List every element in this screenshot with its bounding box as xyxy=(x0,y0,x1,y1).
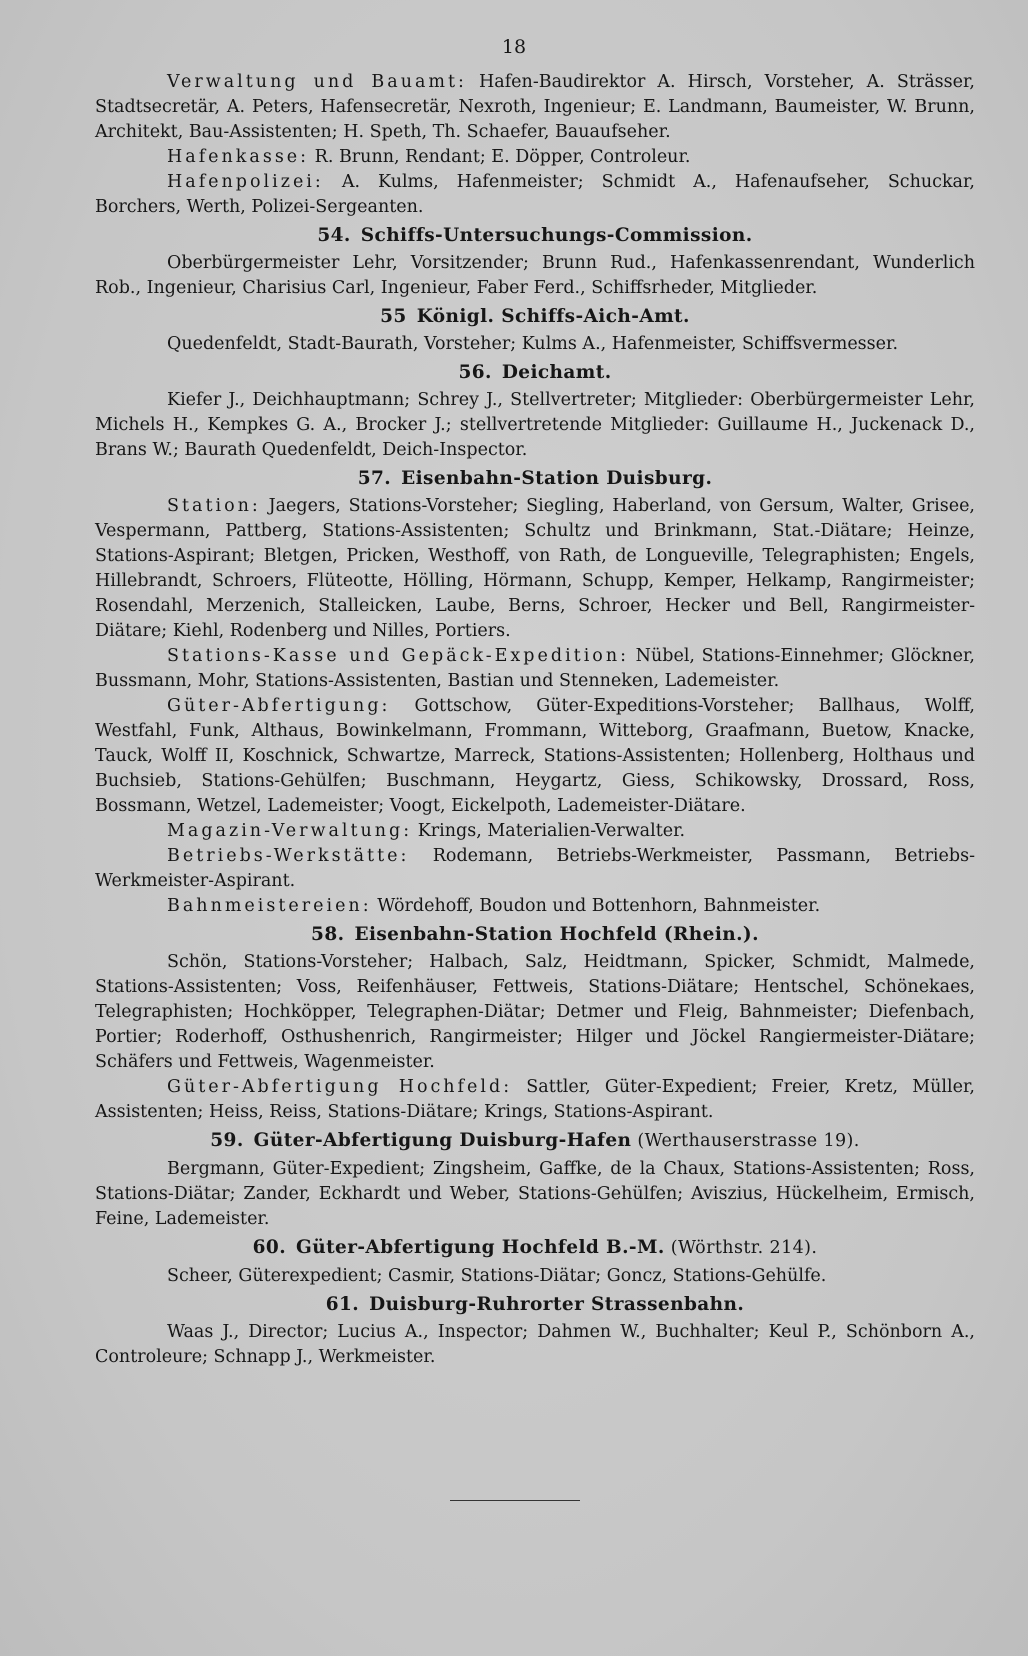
gueter-hochfeld-label: Güter-Abfertigung Hochfeld: xyxy=(167,1077,513,1097)
gueter-hochfeld-paragraph xyxy=(95,1075,975,1125)
page-number: 18 xyxy=(501,36,527,58)
stations-kasse-text: Nübel, Stations-Einnehmer; Glöckner, Bussmann, Mohr, Stations-Assistenten, Bastian und Stenneken, Lademeister. xyxy=(95,646,975,691)
section-59-text: Bergmann, Güter-Expedient; Zingsheim, Gaffke, de la Chaux, Stations-Assistenten; Ross, Stations-Diätar; Zander, Eckhardt und Weber, Stations-Gehülfen; Aviszius, Hückelheim, Ermisch, Feine, Lademeister. xyxy=(95,1159,975,1229)
section-57-heading xyxy=(95,466,975,491)
section-60-title: Güter-Abfertigung Hochfeld B.-M. xyxy=(296,1237,665,1258)
section-56-text: Kiefer J., Deichhauptmann; Schrey J., Stellvertreter; Mitglieder: Oberbürgermeister Lehr, Michels H., Kempkes G. A., Brocker J.; stellvertretende Mitglieder: Guillaume H., Juckenack D., Brans W.; Baurath Quedenfeldt, Deich-Inspector. xyxy=(95,390,975,460)
section-56-heading xyxy=(95,360,975,385)
hafenkasse-label: Hafenkasse: xyxy=(167,147,310,167)
section-59-subtitle: (Werthauserstrasse 19). xyxy=(637,1131,860,1151)
section-55-number: 55 xyxy=(380,306,407,327)
werkstaette-label: Betriebs-Werkstätte: xyxy=(167,846,410,866)
section-58-heading xyxy=(95,922,975,947)
gueter-abfertigung-text: Gottschow, Güter-Expeditions-Vorsteher; Ballhaus, Wolff, Westfahl, Funk, Althaus, Bowinkelmann, Frommann, Witteborg, Graafmann, Buetow, Knacke, Tauck, Wolff II, Koschnick, Schwartze, Marreck, Stations-Assistenten; Hollenberg, Holthaus und Buchsieb, Stations-Gehülfen; Buschmann, Heygartz, Giess, Schikowsky, Drossard, Ross, Bossmann, Wetzel, Lademeister; Voogt, Eickelpoth, Lademeister-Diätare. xyxy=(95,696,975,816)
stations-kasse-paragraph xyxy=(95,644,975,694)
station-label: Station: xyxy=(167,496,261,516)
section-59-heading xyxy=(95,1128,975,1154)
hafenkasse-text: R. Brunn, Rendant; E. Döpper, Controleur. xyxy=(314,147,691,167)
bahnmeistereien-text: Wördehoff, Boudon und Bottenhorn, Bahnmeister. xyxy=(377,896,821,916)
section-60-text: Scheer, Güterexpedient; Casmir, Stations-Diätar; Goncz, Stations-Gehülfe. xyxy=(167,1266,827,1286)
station-paragraph xyxy=(95,494,975,644)
gueter-abfertigung-label: Güter-Abfertigung: xyxy=(167,696,391,716)
werkstaette-text: Rodemann, Betriebs-Werkmeister, Passmann, Betriebs-Werkmeister-Aspirant. xyxy=(95,846,975,891)
section-61-heading xyxy=(95,1292,975,1317)
section-56-number: 56. xyxy=(458,362,492,383)
section-58-number: 58. xyxy=(311,924,345,945)
section-57-title: Eisenbahn-Station Duisburg. xyxy=(401,468,713,489)
gueter-hochfeld-text: Sattler, Güter-Expedient; Freier, Kretz, Müller, Assistenten; Heiss, Reiss, Stations-Diätare; Krings, Stations-Aspirant. xyxy=(95,1077,975,1122)
hafenpolizei-text: A. Kulms, Hafenmeister; Schmidt A., Hafenaufseher, Schuckar, Borchers, Werth, Polizei-Sergeanten. xyxy=(95,172,975,217)
section-54-heading xyxy=(95,223,975,248)
gueter-abfertigung-paragraph xyxy=(95,694,975,819)
hafen-verwaltung-paragraph xyxy=(95,70,975,145)
section-54-text: Oberbürgermeister Lehr, Vorsitzender; Brunn Rud., Hafenkassenrendant, Wunderlich Rob., Ingenieur, Charisius Carl, Ingenieur, Faber Ferd., Schiffsrheder, Mitglieder. xyxy=(95,253,975,298)
magazin-text: Krings, Materialien-Verwalter. xyxy=(417,821,686,841)
bahnmeistereien-label: Bahnmeistereien: xyxy=(167,896,372,916)
section-60-number: 60. xyxy=(252,1237,287,1258)
section-61-number: 61. xyxy=(325,1294,360,1315)
station-text: Jaegers, Stations-Vorsteher; Siegling, Haberland, von Gersum, Walter, Grisee, Vespermann, Pattberg, Stations-Assistenten; Schultz und Brinkmann, Stat.-Diätare; Heinze, Stations-Aspirant; Bletgen, Pricken, Westhoff, von Rath, de Longueville, Telegraphisten; Engels, Hillebrandt, Schroers, Flüteotte, Hölling, Hörmann, Schupp, Kemper, Helkamp, Rangirmeister; Rosendahl, Merzenich, Stalleicken, Laube, Berns, Schroer, Hecker und Bell, Rangirmeister-Diätare; Kiehl, Rodenberg und Nilles, Portiers. xyxy=(95,496,975,641)
magazin-label: Magazin-Verwaltung: xyxy=(167,821,413,841)
section-55-title: Königl. Schiffs-Aich-Amt. xyxy=(416,306,690,327)
section-59-number: 59. xyxy=(210,1130,244,1151)
section-60-subtitle: (Wörthstr. 214). xyxy=(670,1238,818,1258)
bahnmeistereien-paragraph xyxy=(95,894,975,919)
stations-kasse-label: Stations-Kasse und Gepäck-Expedition: xyxy=(167,646,629,666)
section-58-text: Schön, Stations-Vorsteher; Halbach, Salz, Heidtmann, Spicker, Schmidt, Malmede, Stations-Assistenten; Voss, Reifenhäuser, Fettweis, Stations-Diätare; Hentschel, Schönekaes, Telegraphisten; Hochköpper, Telegraphen-Diätar; Detmer und Fleig, Bahnmeister; Diefenbach, Portier; Roderhoff, Osthushenrich, Rangirmeister; Hilger und Jöckel Rangiermeister-Diätare; Schäfers und Fettweis, Wagenmeister. xyxy=(95,952,975,1072)
section-61-text: Waas J., Director; Lucius A., Inspector; Dahmen W., Buchhalter; Keul P., Schönborn A., Controleure; Schnapp J., Werkmeister. xyxy=(95,1322,975,1367)
section-59-title: Güter-Abfertigung Duisburg-Hafen xyxy=(253,1130,632,1151)
section-54-number: 54. xyxy=(317,225,351,246)
section-56-title: Deichamt. xyxy=(501,362,612,383)
section-57-number: 57. xyxy=(357,468,392,489)
hafenpolizei-paragraph xyxy=(95,170,975,220)
magazin-paragraph xyxy=(95,819,975,844)
section-55-heading xyxy=(95,304,975,329)
section-58-title: Eisenbahn-Station Hochfeld (Rhein.). xyxy=(354,924,759,945)
page-content xyxy=(95,70,975,1370)
werkstaette-paragraph xyxy=(95,844,975,894)
section-61-title: Duisburg-Ruhrorter Strassenbahn. xyxy=(369,1294,745,1315)
hafenkasse-paragraph xyxy=(95,145,975,170)
end-rule xyxy=(450,1500,580,1501)
hafen-verwaltung-text: Hafen-Baudirektor A. Hirsch, Vorsteher, A. Strässer, Stadtsecretär, A. Peters, Hafensecretär, Nexroth, Ingenieur; E. Landmann, Baumeister, W. Brunn, Architekt, Bau-Assistenten; H. Speth, Th. Schaefer, Bauaufseher. xyxy=(95,72,975,142)
section-54-title: Schiffs-Untersuchungs-Commission. xyxy=(360,225,753,246)
hafenpolizei-label: Hafenpolizei: xyxy=(167,172,324,192)
section-60-heading xyxy=(95,1235,975,1261)
section-55-text: Quedenfeldt, Stadt-Baurath, Vorsteher; Kulms A., Hafenmeister, Schiffsvermesser. xyxy=(167,334,899,354)
hafen-verwaltung-label: Verwaltung und Bauamt: xyxy=(167,72,467,92)
